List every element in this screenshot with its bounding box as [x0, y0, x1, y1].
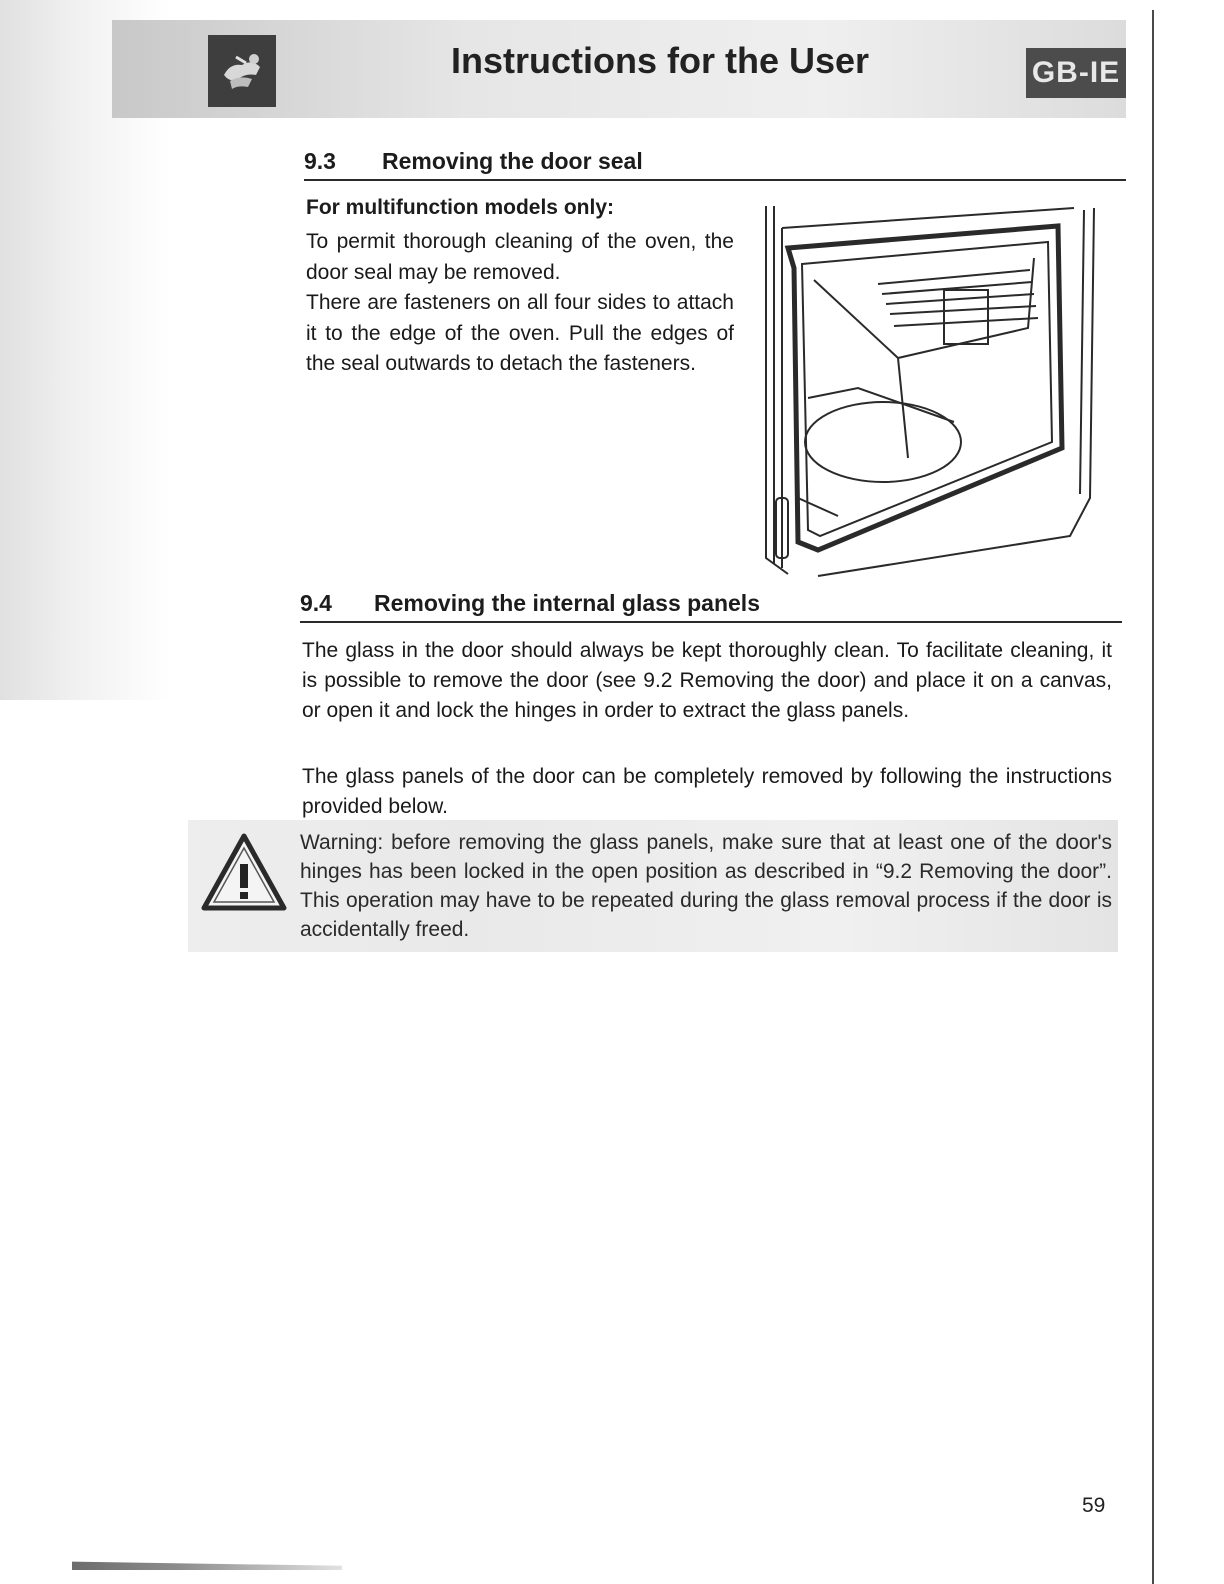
region-badge: GB-IE — [1026, 48, 1126, 98]
section-9-3-body — [306, 227, 734, 380]
section-9-4-paragraph-1: The glass in the door should always be kept thoroughly clean. To facilitate cleaning, it is possible to remove the door (see 9.2 Removing the door) and place it on a canvas, or open it and lock the hinges in order to extract the glass panels. — [302, 639, 1112, 722]
paragraph: To permit thorough cleaning of the oven, the door seal may be removed. — [306, 230, 734, 284]
warning-text: Warning: before removing the glass panels, make sure that at least one of the door's hinges has been locked in the open position as described in “9.2 Removing the door”. This operation may have to be repeated during the glass removal process if the door is accidentally freed. — [300, 831, 1112, 941]
page-edge-rule — [1152, 10, 1154, 1584]
section-9-3-heading — [304, 148, 1126, 181]
warning-triangle-icon — [200, 832, 288, 912]
section-title: Removing the door seal — [382, 148, 643, 174]
section-number: 9.3 — [304, 148, 336, 174]
section-number: 9.4 — [300, 590, 332, 616]
scan-smudge — [72, 1556, 342, 1570]
oven-cavity-illustration — [758, 198, 1102, 580]
page-number: 59 — [1082, 1494, 1106, 1517]
cleaning-cloth-icon — [208, 35, 276, 107]
section-9-4-heading — [300, 590, 1122, 623]
paragraph: There are fasteners on all four sides to attach it to the edge of the oven. Pull the edges of the seal outwards to detach the fasteners. — [306, 291, 734, 375]
section-title: Removing the internal glass panels — [374, 590, 760, 616]
section-9-4-paragraph-2: The glass panels of the door can be completely removed by following the instructions provided below. — [302, 765, 1112, 818]
page-header-title: Instructions for the User — [450, 40, 870, 81]
section-9-3-subheading: For multifunction models only: — [306, 196, 614, 219]
